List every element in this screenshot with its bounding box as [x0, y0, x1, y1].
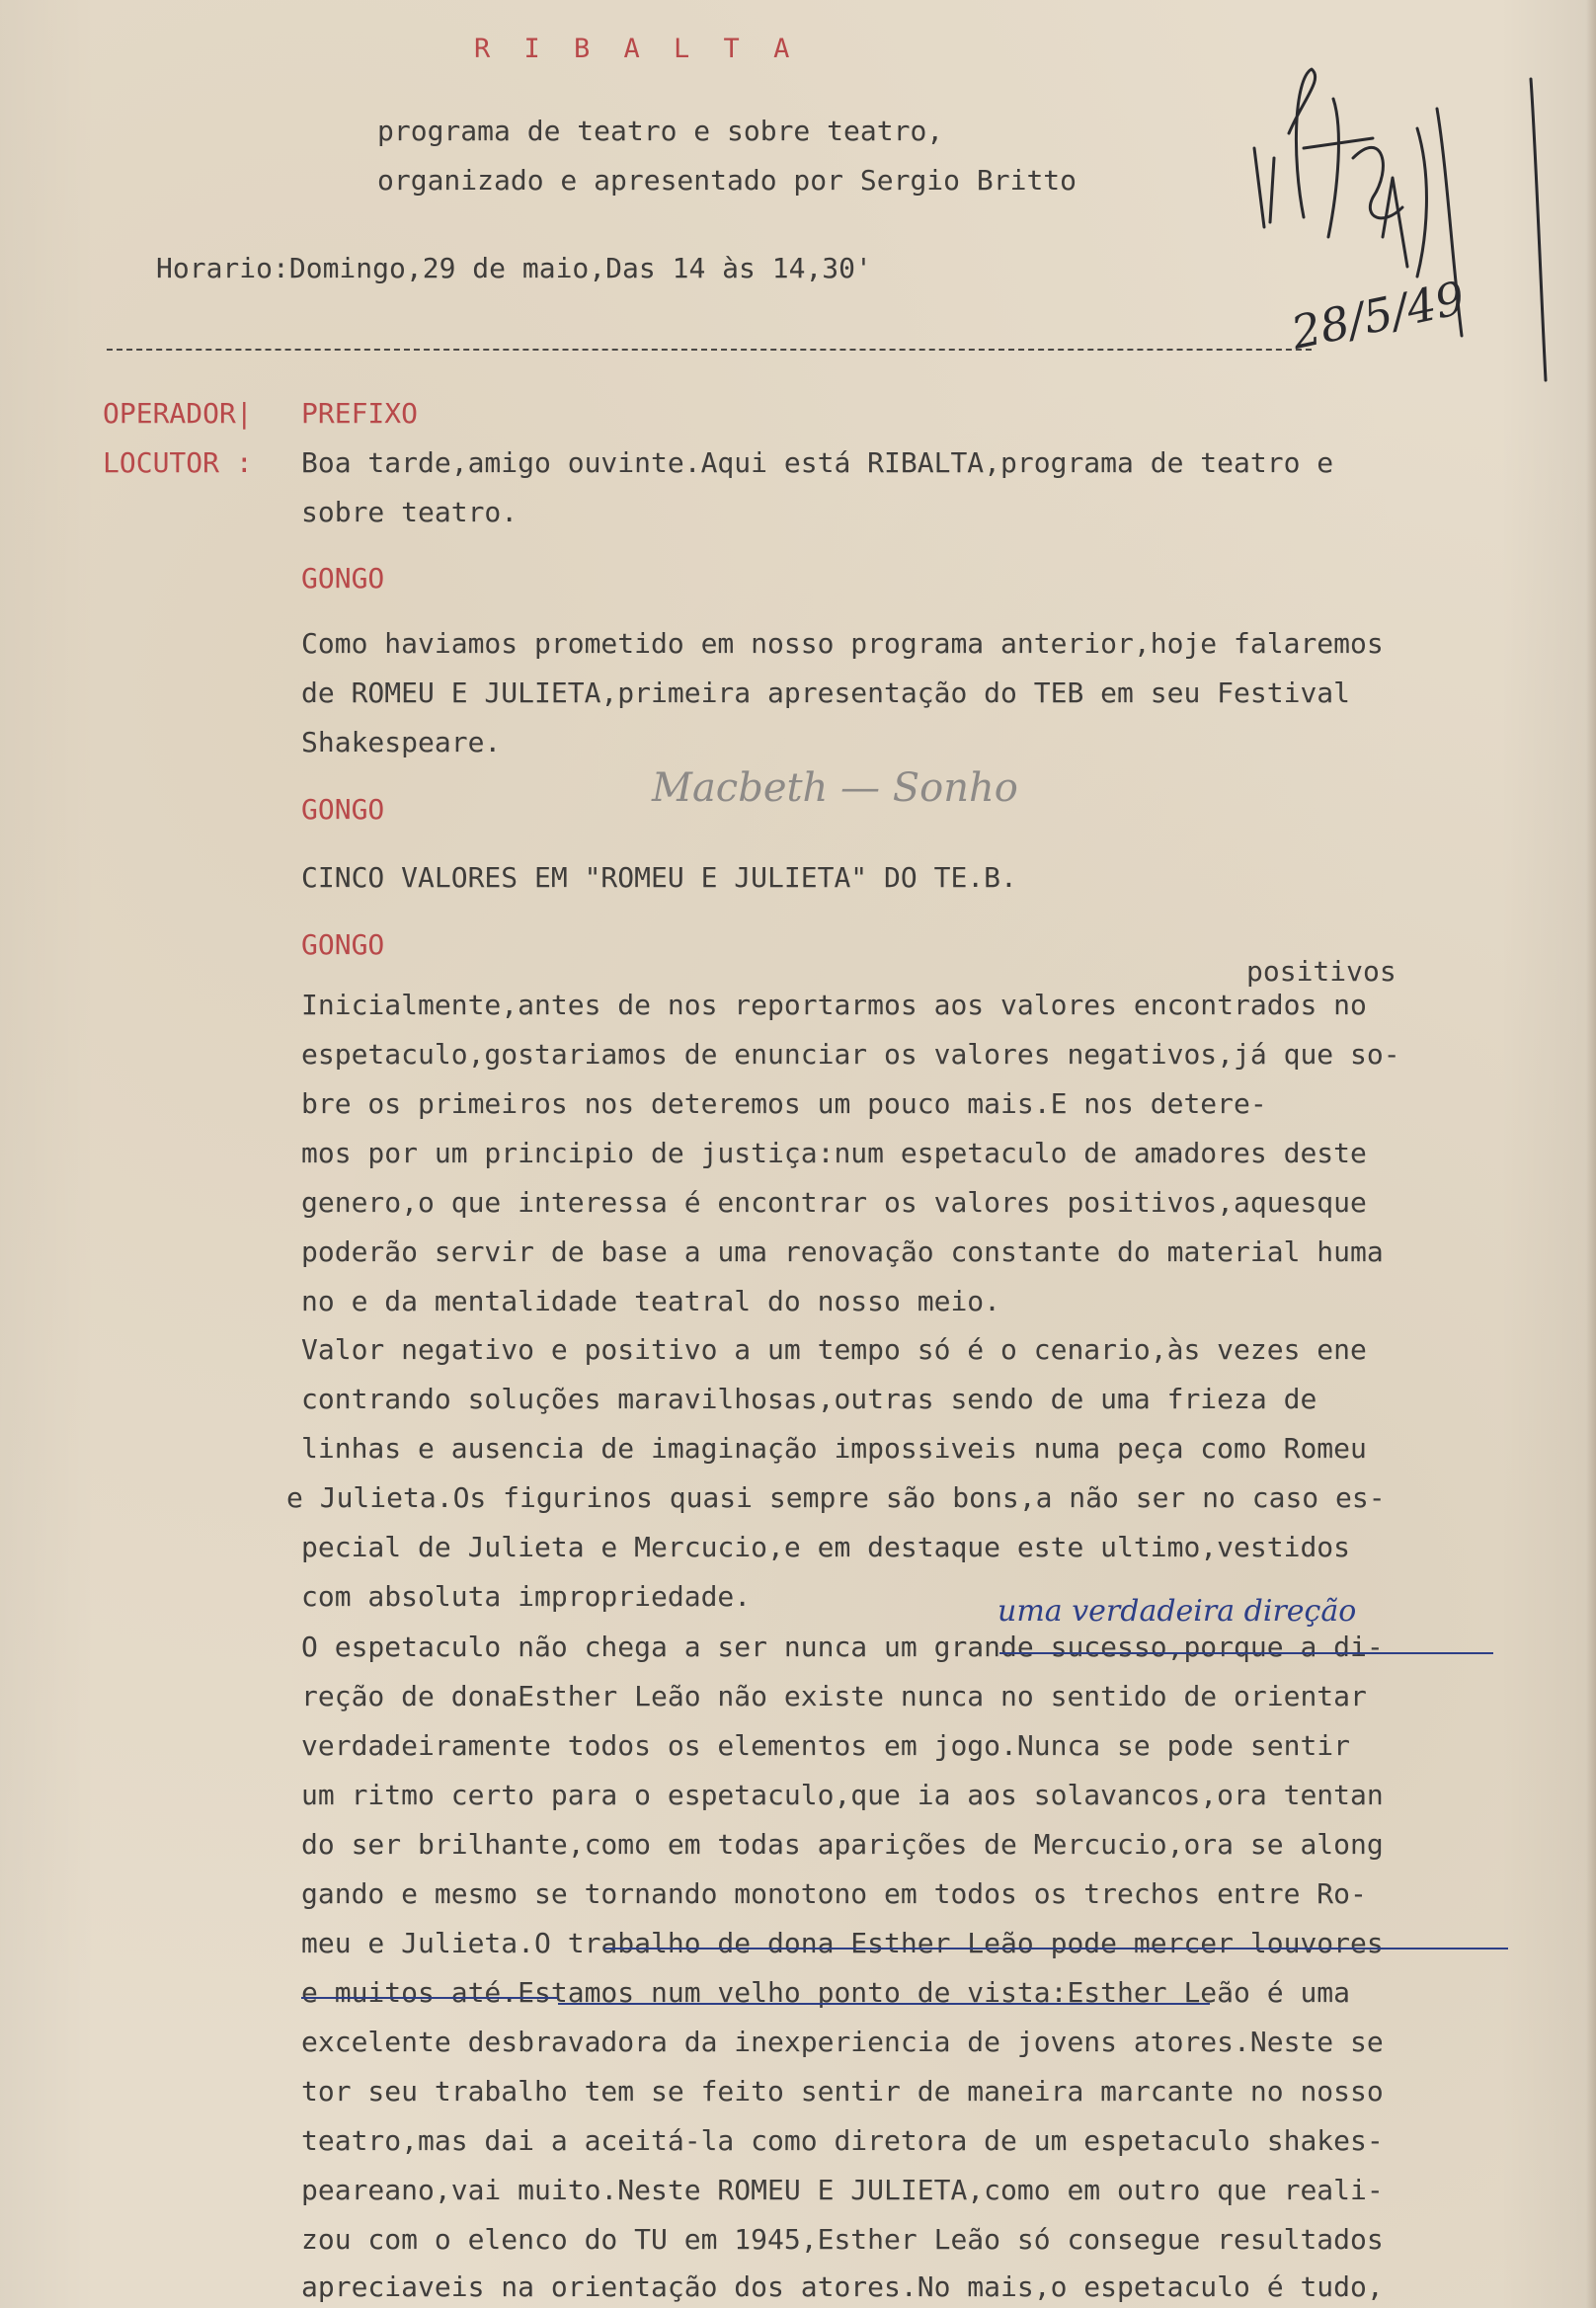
body-line-25: peareano,vai muito.Neste ROMEU E JULIETA,como em outro que reali- [301, 2174, 1384, 2206]
role-locutor: LOCUTOR : [103, 446, 253, 479]
body-line-22: excelente desbravadora da inexperiencia de jovens atores.Neste se [301, 2026, 1384, 2058]
subtitle-line-1: programa de teatro e sobre teatro, [377, 115, 944, 147]
body-line-20: meu e Julieta.O trabalho de dona Esther Leão pode mercer louvores [301, 1927, 1384, 1959]
body-line-8: Valor negativo e positivo a um tempo só é o cenario,às vezes ene [301, 1333, 1367, 1366]
schedule-line: Horario:Domingo,29 de maio,Das 14 às 14,30' [156, 252, 872, 284]
body-line-16: verdadeiramente todos os elementos em jogo.Nunca se pode sentir [301, 1729, 1351, 1762]
body-line-13: com absoluta impropriedade. [301, 1580, 752, 1613]
body-line-6: poderão servir de base a uma renovação constante do material huma [301, 1235, 1384, 1268]
strike-line-muitos-ate [301, 1997, 558, 1999]
subtitle-line-2: organizado e apresentado por Sergio Britto [377, 164, 1077, 197]
body-line-4: mos por um principio de justiça:num espetaculo de amadores deste [301, 1137, 1367, 1169]
body-line-3: bre os primeiros nos deteremos um pouco mais.E nos detere- [301, 1087, 1267, 1120]
separator-dashed-rule [107, 349, 1312, 351]
body-line-1: Inicialmente,antes de nos reportarmos aos valores encontrados no [301, 989, 1367, 1021]
paragraph-1-line-3: Shakespeare. [301, 726, 502, 758]
underline-velho-ponto [558, 2003, 1210, 2005]
cue-gongo-1: GONGO [301, 562, 385, 595]
paragraph-1-line-2: de ROMEU E JULIETA,primeira apresentação do TEB em seu Festival [301, 676, 1351, 709]
body-line-19: gando e mesmo se tornando monotono em todos os trechos entre Ro- [301, 1877, 1367, 1910]
intro-line-1: Boa tarde,amigo ouvinte.Aqui está RIBALTA,programa de teatro e [301, 446, 1334, 479]
heading-cinco-valores: CINCO VALORES EM "ROMEU E JULIETA" DO TE.B. [301, 861, 1017, 894]
paper-edge-shadow [1586, 0, 1596, 2308]
document-title: R I B A L T A [474, 34, 799, 64]
body-line-10: linhas e ausencia de imaginação impossiveis numa peça como Romeu [301, 1432, 1367, 1465]
body-line-7: no e da mentalidade teatral do nosso meio. [301, 1285, 1001, 1317]
paragraph-1-line-1: Como haviamos prometido em nosso programa anterior,hoje falaremos [301, 627, 1384, 660]
body-line-12: pecial de Julieta e Mercucio,e em destaque este ultimo,vestidos [301, 1531, 1351, 1563]
body-line-17: um ritmo certo para o espetaculo,que ia aos solavancos,ora tentan [301, 1779, 1384, 1811]
body-line-11: e Julieta.Os figurinos quasi sempre são bons,a não ser no caso es- [286, 1481, 1386, 1514]
strike-line-grande-sucesso [999, 1652, 1493, 1654]
pencil-note: Macbeth — Sonho [652, 765, 1018, 811]
body-line-24: teatro,mas dai a aceitá-la como diretora de um espetaculo shakes- [301, 2124, 1384, 2157]
body-line-21: e muitos até.Estamos num velho ponto de vista:Esther Leão é uma [301, 1976, 1351, 2009]
body-line-14: O espetaculo não chega a ser nunca um grande sucesso,porque a di- [301, 1631, 1384, 1663]
cue-gongo-2: GONGO [301, 793, 385, 826]
strike-line-trabalho [604, 1948, 1508, 1950]
body-line-9: contrando soluções maravilhosas,outras sendo de uma frieza de [301, 1383, 1317, 1415]
body-line-27: apreciaveis na orientação dos atores.No mais,o espetaculo é tudo, [301, 2270, 1384, 2303]
body-line-18: do ser brilhante,como em todas aparições de Mercucio,ora se along [301, 1828, 1384, 1861]
cue-prefixo: PREFIXO [301, 397, 419, 430]
body-line-5: genero,o que interessa é encontrar os valores positivos,aquesque [301, 1186, 1367, 1219]
body-line-23: tor seu trabalho tem se feito sentir de maneira marcante no nosso [301, 2075, 1384, 2108]
body-line-2: espetaculo,gostariamos de enunciar os valores negativos,já que so- [301, 1038, 1400, 1071]
insert-positivos: positivos [1246, 955, 1396, 988]
insert-direcao: uma verdadeira direção [998, 1594, 1357, 1629]
intro-line-2: sobre teatro. [301, 496, 519, 528]
cue-gongo-3: GONGO [301, 928, 385, 961]
role-operador: OPERADOR| [103, 397, 253, 430]
body-line-26: zou com o elenco do TU em 1945,Esther Leão só consegue resultados [301, 2223, 1384, 2256]
signature-date: 28/5/49 [1286, 271, 1470, 359]
body-line-15: reção de donaEsther Leão não existe nunca no sentido de orientar [301, 1680, 1367, 1712]
